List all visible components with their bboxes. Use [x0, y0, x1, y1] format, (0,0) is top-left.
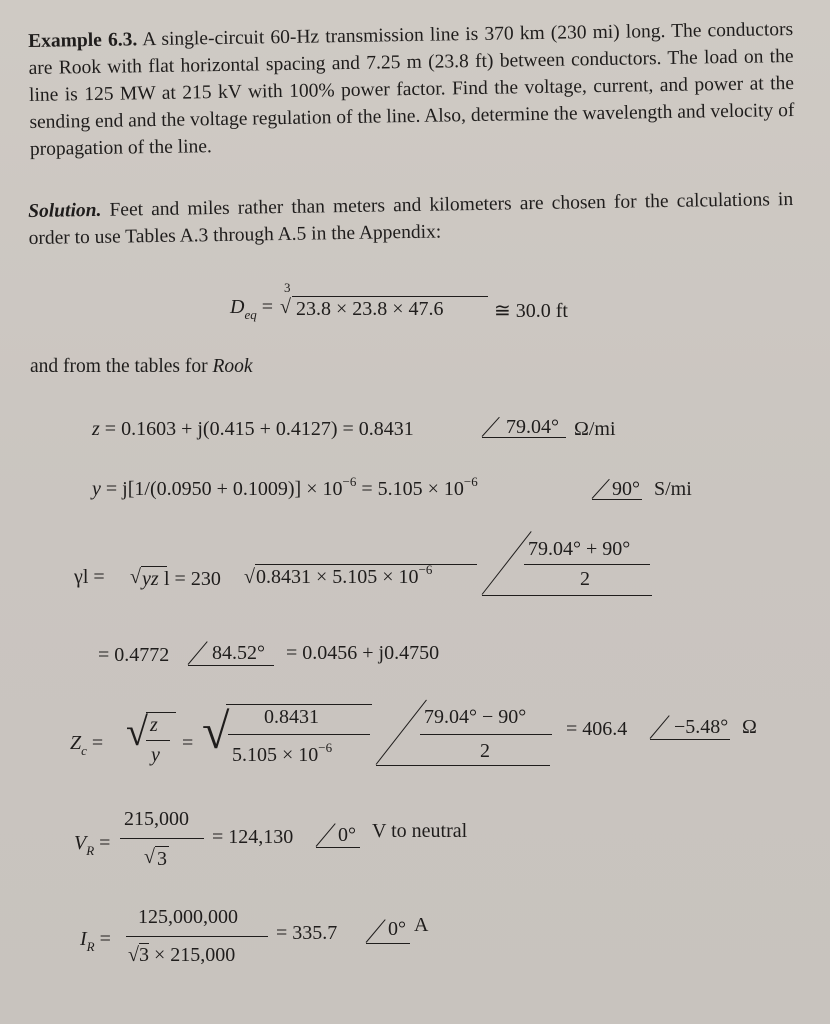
- solution-label: Solution.: [28, 199, 102, 222]
- vr-angle-base: [316, 847, 360, 848]
- vr-angle-slash: [316, 823, 336, 847]
- solution-paragraph: [28, 186, 794, 252]
- y-angle-slash: [592, 479, 610, 499]
- gamma2-expr-b: = 0.0456 + j0.4750: [286, 642, 440, 664]
- zc-frac-bar-big: [228, 734, 370, 735]
- gamma-radical-a: √: [130, 566, 141, 588]
- gamma-mid: l = 230: [164, 568, 221, 590]
- ir-lhs: $I_R$ =: [80, 928, 111, 954]
- zc-vinculum-small: [146, 712, 176, 713]
- gamma-angle-base: [482, 595, 652, 596]
- ir-unit: A: [414, 914, 429, 936]
- ir-frac-bar: [126, 936, 268, 937]
- zc-ang-frac-bar: [420, 734, 552, 735]
- zc-unit: Ω: [742, 716, 757, 738]
- zc-angle-base: [376, 765, 550, 766]
- vr-lhs: $V_R$ =: [74, 832, 111, 858]
- zc-result: = 406.4: [566, 718, 628, 740]
- ir-result: = 335.7: [276, 922, 338, 944]
- zc-radical-small: √: [126, 709, 148, 754]
- deq-vinculum: [292, 296, 488, 297]
- y-unit: S/mi: [654, 478, 692, 500]
- vr-unit: V to neutral: [372, 820, 468, 842]
- ir-den: √3 × 215,000: [128, 944, 236, 966]
- z-equation: z = 0.1603 + j(0.415 + 0.4127) = 0.8431: [92, 418, 414, 440]
- z-angle-slash: [482, 417, 500, 437]
- gamma2-angle-slash: [188, 641, 208, 665]
- vr-den-radical: √: [144, 846, 155, 868]
- zc-result-angle-base: [650, 739, 730, 740]
- vr-angle: 0°: [338, 824, 356, 846]
- vr-num: 215,000: [124, 808, 189, 830]
- y-equation: $y = j[1/(0.0950 + 0.1009)] \times 10^{-6} = 5.105 \times 10^{-6}$: [92, 474, 478, 500]
- zc-result-angle-slash: [650, 715, 670, 739]
- zc-frac-num: z: [150, 714, 158, 736]
- gamma2-angle: 84.52°: [212, 642, 265, 664]
- zc-big-den: $5.105 \times 10^{-6}$: [232, 740, 333, 766]
- gamma-angle-den: 2: [580, 568, 590, 590]
- z-angle: 79.04°: [506, 416, 559, 438]
- zc-radical-big: √: [202, 703, 230, 759]
- gamma2-angle-base: [188, 665, 274, 666]
- vr-result: = 124,130: [212, 826, 294, 848]
- ir-angle-slash: [366, 919, 386, 943]
- gamma-angle-frac-bar: [524, 564, 650, 565]
- gamma-angle-slash: [482, 531, 532, 595]
- deq-equation: $D_{eq}$ =: [230, 296, 274, 322]
- deq-result: ≅ 30.0 ft: [494, 300, 568, 322]
- gamma-vinculum-a: [141, 566, 167, 567]
- gamma-radical-b: √: [244, 566, 255, 588]
- gamma2-expr-a: = 0.4772: [98, 644, 170, 666]
- zc-ang-num: 79.04° − 90°: [424, 706, 527, 728]
- solution-text: Feet and miles rather than meters and kilometers are chosen for the calculations in order to use Tables A.3 through A.5 in the Appendix:: [28, 188, 794, 249]
- problem-paragraph: [28, 16, 795, 163]
- zc-angle-slash: [376, 700, 427, 765]
- gamma-root-b: $0.8431 \times 5.105 \times 10^{-6}$: [256, 562, 433, 588]
- ir-angle: 0°: [388, 918, 406, 940]
- vr-frac-bar: [120, 838, 204, 839]
- gamma-vinculum-b: [255, 564, 477, 565]
- y-angle: 90°: [612, 478, 640, 500]
- zc-frac-den: y: [151, 744, 160, 766]
- tables-line: and from the tables for Rook: [30, 356, 253, 377]
- zc-ang-den: 2: [480, 740, 490, 762]
- gamma-root-a: yz: [142, 568, 159, 590]
- zc-lhs: $Z_c$ =: [70, 732, 104, 758]
- problem-text: A single-circuit 60-Hz transmission line is 370 km (230 mi) long. The conductors are Rook with flat horizontal spacing and 7.25 m (23.8 ft) between conductors. The load on the line is 125 MW at 215 kV with 100% power factor. Find the voltage, current, and power at the sending end and the voltage regulation of the line. Also, determine the wavelength and velocity of propagation of the line.: [28, 18, 795, 160]
- gamma-lhs: γl =: [74, 566, 105, 588]
- deq-radicand: 23.8 × 23.8 × 47.6: [296, 298, 444, 320]
- deq-radical-sign: √: [280, 296, 291, 318]
- z-unit: Ω/mi: [574, 418, 616, 440]
- zc-big-num: 0.8431: [264, 706, 319, 728]
- deq-root-index: 3: [284, 280, 291, 295]
- zc-frac-bar-small: [146, 740, 170, 741]
- zc-eq2: =: [182, 732, 194, 754]
- vr-den-vinculum: [155, 846, 169, 847]
- ir-angle-base: [366, 943, 410, 944]
- zc-vinculum-big: [226, 704, 372, 705]
- example-label: Example 6.3.: [28, 29, 138, 52]
- vr-den: 3: [157, 848, 167, 870]
- ir-num: 125,000,000: [138, 906, 238, 928]
- gamma-angle-num: 79.04° + 90°: [528, 538, 631, 560]
- zc-result-angle: −5.48°: [674, 716, 729, 738]
